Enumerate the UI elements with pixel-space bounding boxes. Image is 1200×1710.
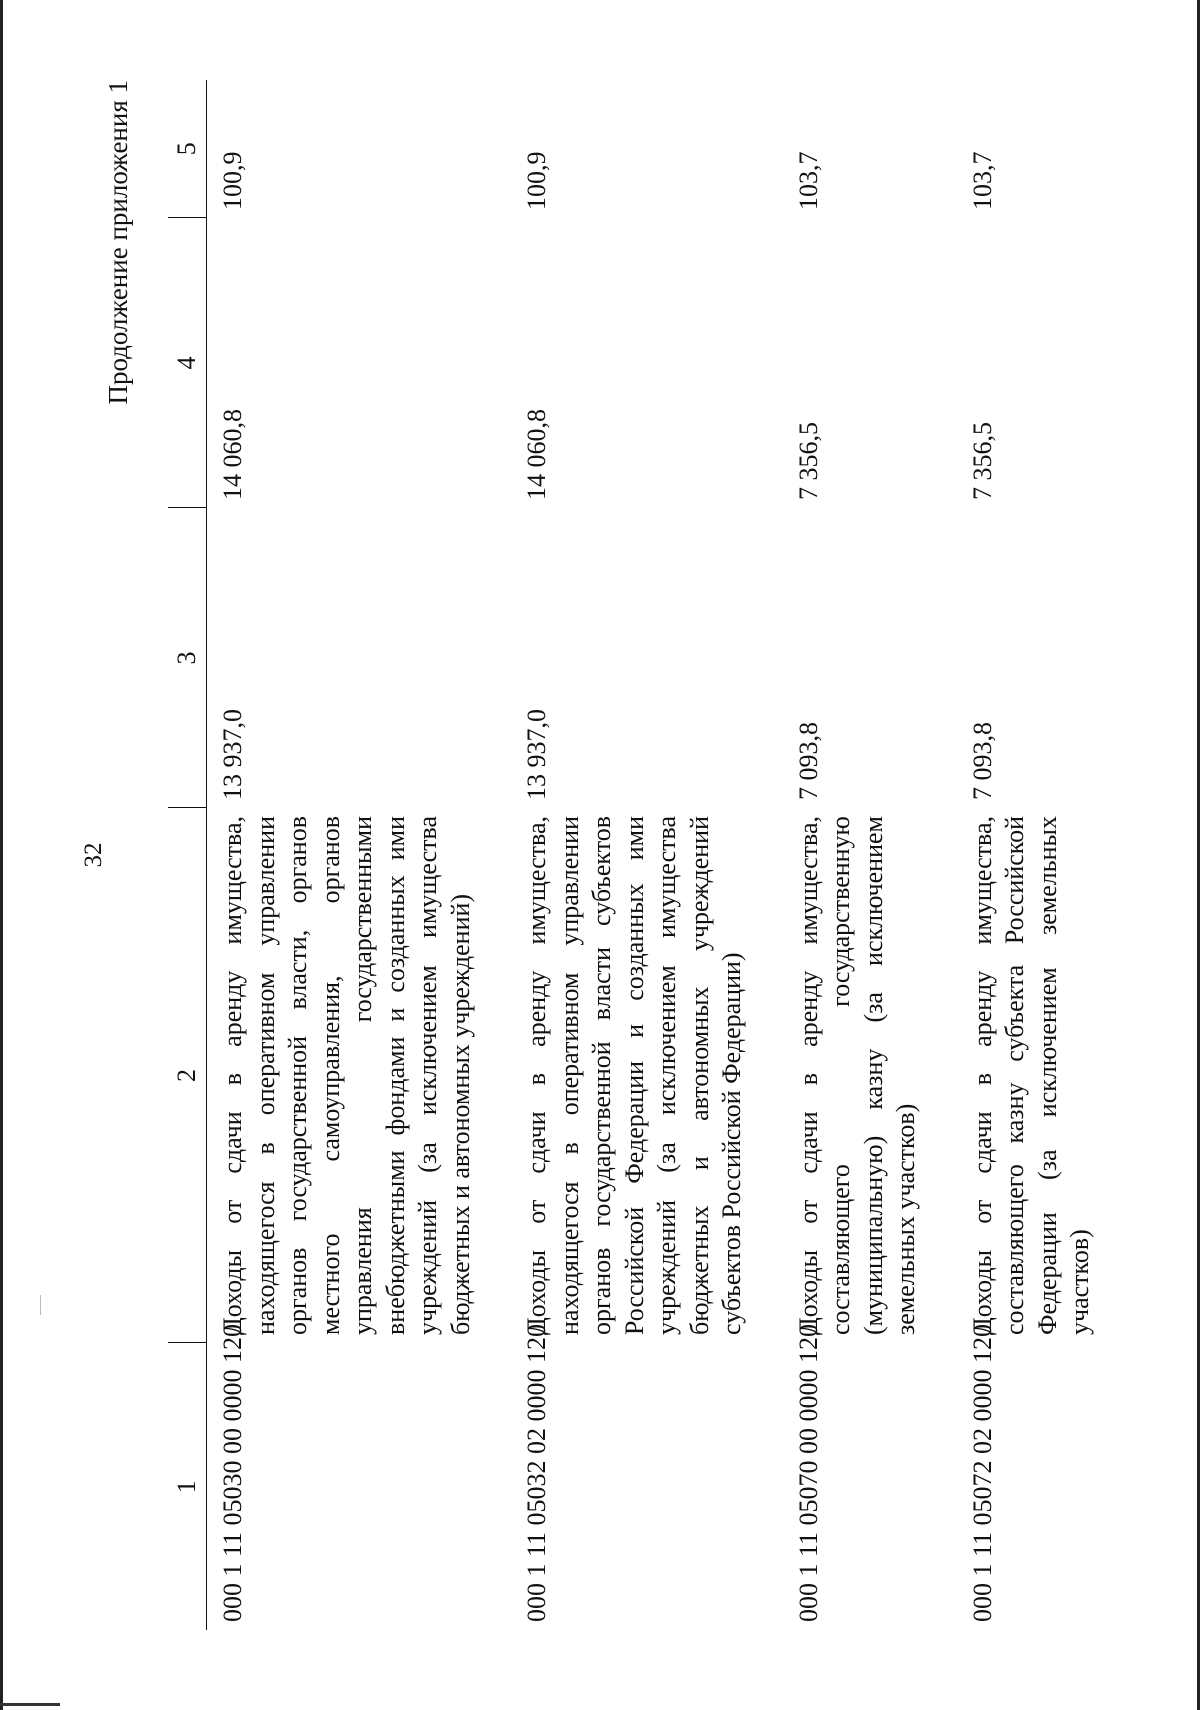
income-description: Доходы от сдачи в аренду имущества, составляющего казну субъекта Российской Федерации (за исключением земельных участков) xyxy=(967,816,1094,1335)
value-col3: 7 093,8 xyxy=(793,722,823,800)
table-row xyxy=(783,80,957,1630)
income-description: Доходы от сдачи в аренду имущества, находящегося в оперативном управлении органов государственной власти, органов местного самоуправления, органов управления государственными внебюджетными фондами и созданных ими учреждений (за исключением имущества бюджетных и автономных учреждений) xyxy=(218,816,475,1335)
column-header: 2 xyxy=(168,808,207,1343)
classification-code: 000 1 11 05030 00 0000 120 xyxy=(218,1323,247,1622)
value-col4: 14 060,8 xyxy=(218,409,247,500)
classification-code: 000 1 11 05032 02 0000 120 xyxy=(522,1323,551,1622)
table-row xyxy=(207,80,512,1630)
value-col3: 7 093,8 xyxy=(967,722,997,800)
income-description: Доходы от сдачи в аренду имущества, составляющего государственную (муниципальную) казну (за исключением земельных участков) xyxy=(793,816,920,1335)
value-col5: 103,7 xyxy=(793,151,823,210)
continuation-title: Продолжение приложения 1 xyxy=(103,80,133,405)
column-header: 5 xyxy=(168,80,207,218)
value-col4: 7 356,5 xyxy=(967,422,997,500)
value-col4: 7 356,5 xyxy=(793,422,823,500)
column-header: 4 xyxy=(168,218,207,508)
value-col5: 100,9 xyxy=(218,151,247,210)
column-header: 1 xyxy=(168,1343,207,1630)
column-header: 3 xyxy=(168,508,207,808)
value-col5: 100,9 xyxy=(522,151,551,210)
table-row xyxy=(957,80,1131,1630)
income-description: Доходы от сдачи в аренду имущества, находящегося в оперативном управлении органов государственной власти субъектов Российской Федерации и созданных ими учреждений (за исключением имущества бюджетных и автономных учреждений субъектов Российской Федерации) xyxy=(522,816,746,1335)
classification-code: 000 1 11 05070 00 0000 120 xyxy=(793,1323,823,1622)
value-col5: 103,7 xyxy=(967,151,997,210)
classification-code: 000 1 11 05072 02 0000 120 xyxy=(967,1323,997,1622)
value-col3: 13 937,0 xyxy=(218,709,247,800)
table-header-row xyxy=(168,80,207,1630)
value-col4: 14 060,8 xyxy=(522,409,551,500)
value-col3: 13 937,0 xyxy=(522,709,551,800)
budget-table xyxy=(168,80,1131,1630)
page-number: 32 xyxy=(80,842,107,868)
table-row xyxy=(511,80,783,1630)
